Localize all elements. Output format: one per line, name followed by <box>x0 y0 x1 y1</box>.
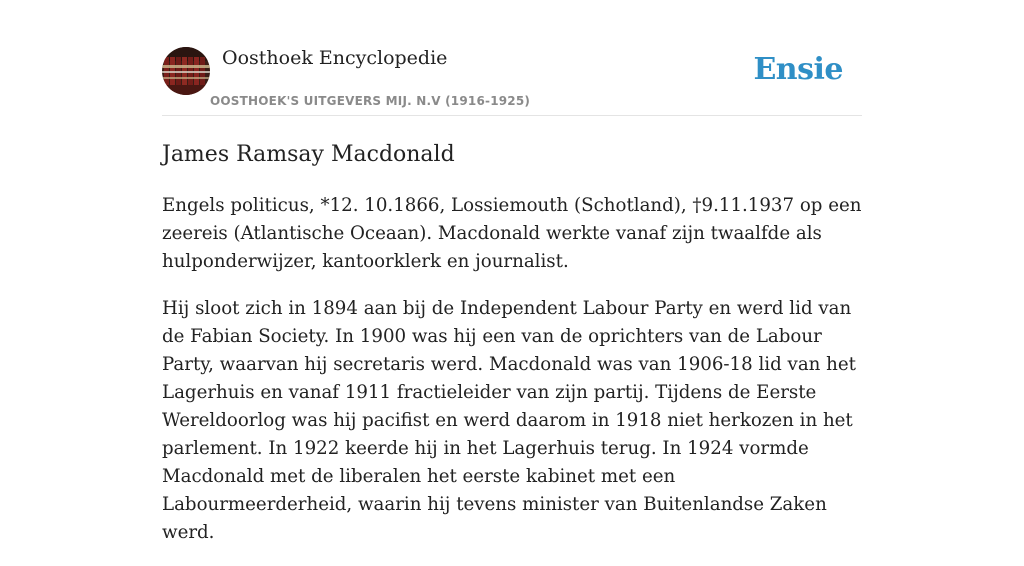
article-title: James Ramsay Macdonald <box>162 142 455 167</box>
source-name[interactable]: Oosthoek Encyclopedie <box>222 47 448 69</box>
article-body <box>162 192 862 566</box>
publisher-label: OOSTHOEK'S UITGEVERS MIJ. N.V (1916-1925) <box>210 94 531 108</box>
ensie-logo[interactable]: Ensie <box>753 52 843 87</box>
source-header <box>162 0 862 116</box>
article-paragraph: Engels politicus, *12. 10.1866, Lossiemouth (Schotland), †9.11.1937 op een zeereis (Atlantische Oceaan). Macdonald werkte vanaf zijn twaalfde als hulponderwijzer, kantoorklerk en journalist. <box>162 195 862 272</box>
encyclopedia-books-icon[interactable] <box>162 47 210 95</box>
article-page <box>162 0 862 543</box>
article-paragraph: Hij sloot zich in 1894 aan bij de Independent Labour Party en werd lid van de Fabian Society. In 1900 was hij een van de oprichters van de Labour Party, waarvan hij secretaris werd. Macdonald was van 1906-18 lid van het Lagerhuis en vanaf 1911 fractieleider van zijn partij. Tijdens de Eerste Wereldoorlog was hij pacifist en werd daarom in 1918 niet herkozen in het parlement. In 1922 keerde hij in het Lagerhuis terug. In 1924 vormde Macdonald met de liberalen het eerste kabinet met een Labourmeerderheid, waarin hij tevens minister van Buitenlandse Zaken werd. <box>162 298 856 543</box>
